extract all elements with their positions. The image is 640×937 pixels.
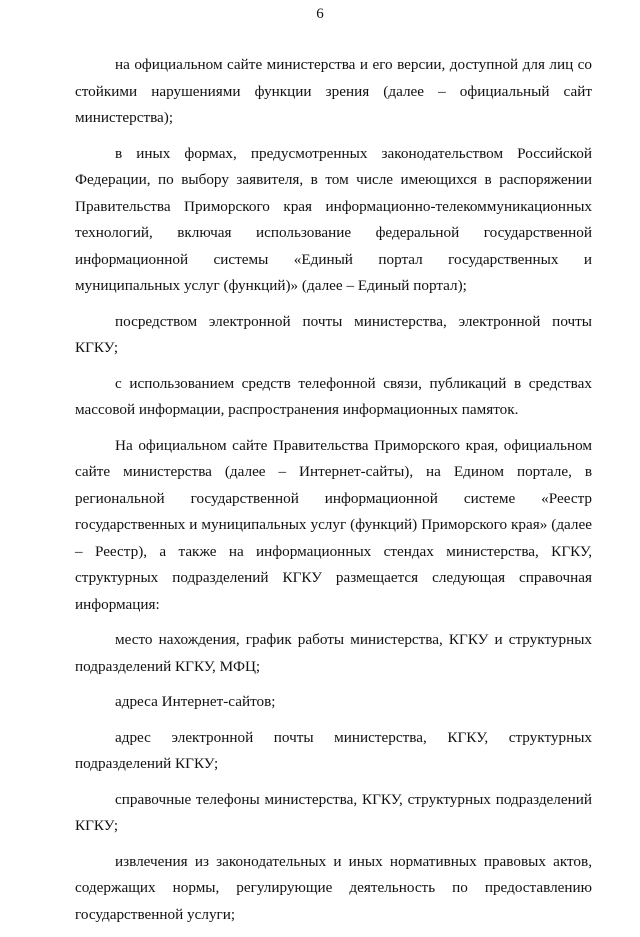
paragraph-phone-media: с использованием средств телефонной связи, публикаций в средствах массовой информации, распространения информационных памяток. (75, 374, 592, 418)
paragraph-other-forms: в иных формах, предусмотренных законодательством Российской Федерации, по выбору заявителя, в том числе имеющихся в распоряжении Правительства Приморского края информационно-телекоммуникационных технологий, включая использование федеральной государственной информационной системы «Единый портал государственных и муниципальных услуг (функций)» (далее – Единый портал); (75, 144, 592, 294)
paragraph-email: посредством электронной почты министерства, электронной почты КГКУ; (75, 312, 592, 356)
list-item-legal-extracts: извлечения из законодательных и иных нормативных правовых актов, содержащих нормы, регулирующие деятельность по предоставлению государственной услуги; (75, 852, 592, 923)
paragraph-official-site: на официальном сайте министерства и его версии, доступной для лиц со стойкими нарушениями функции зрения (далее – официальный сайт министерства); (75, 56, 592, 126)
document-body (75, 52, 592, 937)
list-item-location-schedule: место нахождения, график работы министерства, КГКУ и структурных подразделений КГКУ, МФЦ; (75, 631, 592, 675)
list-item-website-addresses: адреса Интернет-сайтов; (115, 693, 276, 710)
paragraph-reference-info: На официальном сайте Правительства Приморского края, официальном сайте министерства (далее – Интернет-сайты), на Едином портале, в региональной государственной информационной системе «Реестр государственных и муниципальных услуг (функций) Приморского края» (далее – Реестр), а также на информационных стендах министерства, КГКУ, структурных подразделений КГКУ размещается следующая справочная информация: (75, 436, 592, 613)
list-item-phone-numbers: справочные телефоны министерства, КГКУ, структурных подразделений КГКУ; (75, 790, 592, 834)
page-number: 6 (316, 6, 324, 22)
list-item-email-addresses: адрес электронной почты министерства, КГКУ, структурных подразделений КГКУ; (75, 728, 592, 772)
